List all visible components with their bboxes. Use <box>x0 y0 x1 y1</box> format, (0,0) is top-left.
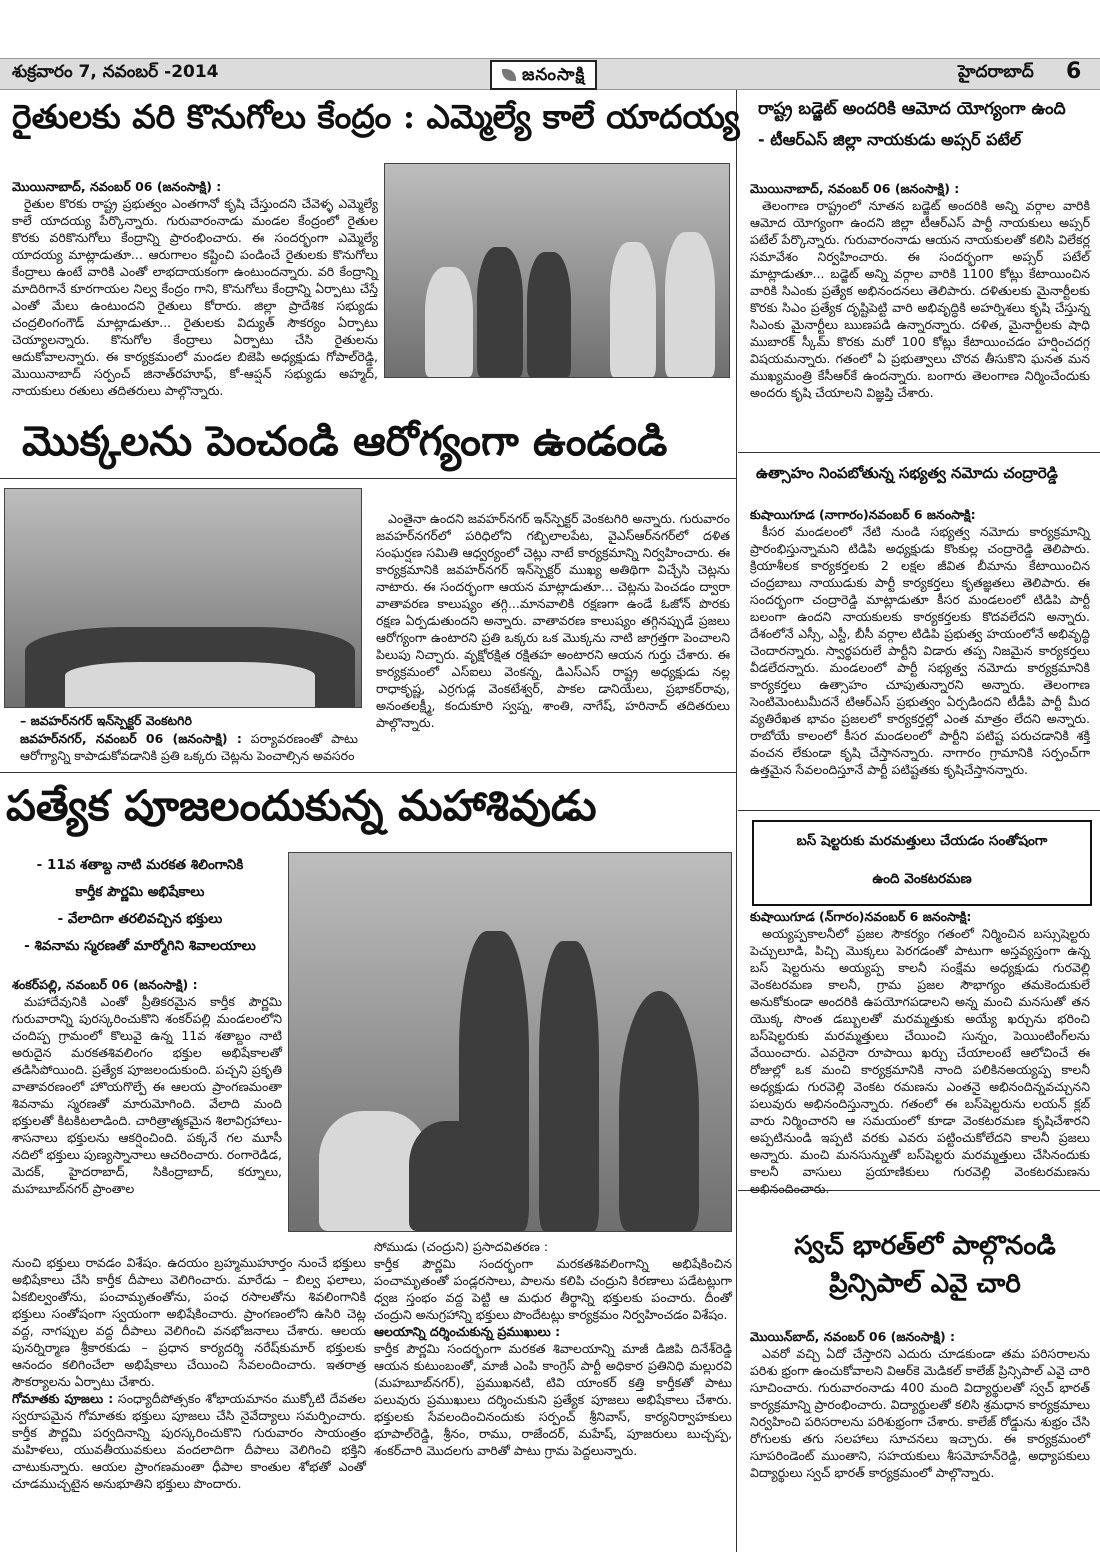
headline-maha-shiva: పత్యేక పూజలందుకున్న మహాశివుడు <box>6 781 597 830</box>
headline-rice-procurement: రైతులకు వరి కొనుగోలు కేంద్రం : ఎమ్మెల్యే కాలే యాదయ్య <box>12 97 740 136</box>
bullet-item: - 11వ శతాబ్ద నాటి మరకత శిలింగానికి <box>36 857 244 873</box>
dateline: కుషాయిగూడ (నాగారం)నవంబర్ 6 జనంసాక్షి: <box>750 507 976 522</box>
issue-date: శుక్రవారం 7, నవంబర్ -2014 <box>12 62 219 82</box>
headline-line: ఉంది వెంకటరమణ <box>872 871 972 887</box>
subheading: సోముడు (చంద్రుని) ప్రసాదవితరణ : <box>374 1239 549 1254</box>
article-text: నుంచి భక్తులు రావడం విశేషం. ఉదయం బ్రహ్మముహూర్తం నుంచే భక్తులు అభిషేకాలు చేసి కార్తీక దీపాలు వెలిగించారు. మారేడు – బిల్వ ఫలాలు, ఏకబిల్వంతోను, పంచామృతంతోను, పంఛ రసాలతోను శివలింగానికి భక్తులు సంతోషంగా స్వయంగా అభిషేకించారు. ప్రాంగణంలోని ఉసిరి చెట్ల వద్ద, నాగప్పుల వద్ద దీపాలు వెలిగించి వనభోజనాలు చేశారు. ఆలయ పునర్నిర్మాణ శ్రీకారకుడు – ప్రధాన కార్యదర్శి నరేష్‌కుమార్ భక్తులకు ఆనందం కలిగించేలా అభిషేకాలు చేయించి సేవలందించారు. ఇతరాత్ర సౌకర్యాలను ఏర్పాటు చేశారు. <box>12 1255 366 1389</box>
article-trees-body <box>376 510 730 768</box>
edition-city: హైదరాబాద్ <box>958 62 1034 82</box>
article-shiva-body-c <box>374 1238 732 1550</box>
headline-membership: ఉత్సాహం నింపబోతున్న సభ్యత్వ నమోదు చంద్రారెడ్డి <box>756 464 1058 482</box>
crowd-figure <box>65 662 315 707</box>
headline-plant-trees: మొక్కలను పెంచండి ఆరోగ్యంగా ఉండండి <box>22 417 668 465</box>
headline-swachh-bharat: స్వచ్ భారత్‌లో పాల్గొనండి <box>794 1231 1056 1261</box>
person-figure <box>665 232 715 377</box>
article-text: ఎంతైనా ఉందని జవహర్‌నగర్ ఇన్‌స్పెక్టర్ వెంకటగిరి అన్నారు. గురువారం జవహర్‌నగర్‌లో పరిధిలోని గబ్బిలాలపేట, వైఎస్‌ఆర్‌నగర్‌లో దళిత సంఘర్షణ సమితి ఆధ్వర్యంలో చెట్లు నాటే కార్యక్రమాన్ని నిర్వహించారు. ఈ కార్యక్రమానికి జవహర్‌నగర్ ఇన్‌స్పెక్టర్ ముఖ్య అతిథిగా విచ్చేసి చెట్లను నాటారు. ఈ సందర్భంగా ఆయన మాట్లాడుతూ... చెట్లను పెంచడం ద్వారా వాతావరణ కాలుష్యం తగ్గి...మానవాలికి రక్షణగా ఉండే ఓజోన్ పొరకు రక్షణ ఏర్పడుతుందని అన్నారు. వాతావరణ కాలుష్యం తగ్గినప్పుడే ప్రజలు ఆరోగ్యంగా ఉంటారని ప్రతి ఒక్కరు ఒక మొక్కను నాటి జాగ్రత్తగా పెంచాలని పిలుపు నిచ్చారు. వృక్షోరక్షిత రక్షితహ అంటారని ఆయన గుర్తు చేశారు. ఈ కార్యక్రమంలో ఎస్‌ఐలు వెంకన్న, డిఎస్‌ఎస్ రాష్ట్ర అధ్యక్షుడు నల్ల రాధాకృష్ణ, ఎర్రగుడ్ల వెంకటేశ్వర్, పాకల డానియేలు, ప్రభాకర్‌రావు, అనంతలక్ష్మీ, కందుకూరి స్వప్న, శాంతి, నాగేష్, హరినాద్ తదితరులు పాల్గొన్నారు. <box>376 511 730 730</box>
photo-procurement-center <box>384 163 730 378</box>
article-budget-body <box>750 180 1090 446</box>
person-figure <box>610 242 656 377</box>
section-divider <box>738 810 1100 811</box>
article-text: కార్తీక పౌర్ణమి సందర్భంగా మరకత శివాలయాన్ని మాజీ డిజిపి దినేశ్‌రెడ్డి ఆయన కుటుంబంతో, మాజీ ఎంపి కాంగ్రెస్ పార్టీ అధికార ప్రతినిధి మల్లురవి (మహబూబ్‌నగర్), ప్రముఖనటి, టివి యాంకర్ కత్తి కార్తీకతో పాటు పలువురు ప్రముఖులు దర్శించుకుని ప్రత్యేక పూజలు అభిషేకాలు చేశారు. భక్తులకు సేవలందించినందుకు సర్పంచ్ శ్రీనివాస్, కార్యనిర్వాహకులు భూపాల్‌రెడ్డి, శ్రీనం, రాము, రాజేందర్, మహేష్, పూజరులు బుచ్చప్ప, శంకర్‌చారి మొదలగు వారితో పాటు గ్రామ పెద్దలున్నారు. <box>374 1341 732 1458</box>
article-text: పర్యావరణంతో పాటు ఆరోగ్యాన్ని కాపాడుకోవడానికి ప్రతి ఒక్కరు చెట్లను పెంచాల్సిన అవసరం <box>20 731 358 763</box>
highlight-bullets <box>2 852 278 960</box>
article-shiva-body-b <box>12 1254 366 1550</box>
person-figure <box>539 941 599 1231</box>
dateline: మొయినాబాద్, నవంబర్ 06 (జనంసాక్షి) : <box>750 181 960 196</box>
headline-swachh-bharat-sub: ప్రిన్సిపాల్ ఎవై చారి <box>829 1269 1021 1299</box>
article-shiva-body-a <box>12 976 282 1254</box>
person-figure <box>409 1121 499 1231</box>
dateline: జవహర్‌నగర్, నవంబర్ 06 (జనంసాక్షి) : <box>20 731 242 746</box>
dateline: మొయిన్‌బాద్, నవంబర్ 06 (జనంసాక్షి) : <box>750 1329 956 1344</box>
flower-garland <box>619 991 699 1231</box>
page-number: 6 <box>1066 59 1082 84</box>
masthead-logo <box>490 60 597 90</box>
section-divider <box>0 478 736 479</box>
article-bus-shelter-body <box>750 908 1090 1196</box>
photo-tree-planting <box>4 488 362 708</box>
person-figure <box>477 247 523 377</box>
bullet-item: - శివనామ స్మరణతో మార్మోగిని శివాలయాలు <box>24 938 256 954</box>
article-text: సంధ్యాదీపోత్సకం శోభాయమానం ముక్కోటి దేవతల స్వరూపమైన గోమాతకు భక్తులు పూజలు చేసి నైవేద్యాలు సమర్పించారు. కార్తీక పౌర్ణమి పర్వదినాన్ని పురస్కరించుకొని గురువారం సాయంత్రం మహిళలు, యువతీయువకులు వందలాదిగా దీపాలు వెలిగించి భక్తిని చాటుకున్నారు. ఆయల ప్రాంగణమంతా ధీపాల కాంతుల శోభతో ఎంతో చూడముచ్చటైన అనుభూతిని భక్తులు పొందారు. <box>12 1391 366 1491</box>
article-text: రైతుల కొరకు రాష్ట్ర ప్రభుత్వం ఎంతగానో కృషి చేస్తుందని చేవెళ్ళ ఎమ్మెల్యే కాలే యాదయ్య పేర్కొన్నారు. గురువారంనాడు మండల కేంద్రంలో రైతుల కొరకు వరికొనుగోలు కేంద్రాన్ని ప్రారంభించారు. ఈ సందర్భంగా ఎమ్మెల్యే యాదయ్య మాట్లాడుతూ... ఆరుగాలం కష్టించి పండించే రైతులకు కొనుగోలు కేంద్రాలు ఉంటే వారికి ఎంతో లాభదాయకంగా ఉంటుందన్నారు. వరి కేంద్రాన్ని మాదిరిగానే కూరగాయల నిల్వ కేంద్రం గాని, కొనుగోలు కేంద్రాన్ని ఏర్పాటు చేస్తే ఎంతో మేలు ఉంటుందని రైతులు కోరారు. జిల్లా ప్రాదేశిక సభ్యుడు చంద్రలింగంగౌడ్ మాట్లాడుతూ... రైతులకు విద్యుత్ సౌకర్యం ఏర్పాటు చెయ్యాలన్నారు. కొనుగోల కేంద్రాలు ఏర్పాటు చేసి రైతులను ఆదుకోవాలన్నారు. ఈ కార్యక్రమంలో మండల బిజెపి అధ్యక్షుడు గోపాల్‌రెడ్డి, మొయినాబాద్ సర్పంచ్ జినాత్‌రహూఫ్, కో-ఆప్షన్ సభ్యుడు అహ్మద్, నాయకులు రతులు తదితరులు పాల్గొన్నారు. <box>12 196 378 398</box>
photo-caption: – జవహర్‌నగర్ ఇన్‌స్పెక్టర్ వెంకటగిరి <box>20 713 192 728</box>
headline-budget: రాష్ట్ర బడ్జెట్ అందరికి ఆమోద యోగ్యంగా ఉంది <box>758 99 1066 119</box>
leaf-icon <box>502 69 516 81</box>
article-trees-lead <box>20 730 358 770</box>
bullet-item: కార్తీక పౌర్ణమి అభిషేకాలు <box>75 884 205 900</box>
section-divider <box>738 452 1100 453</box>
column-divider <box>736 90 737 1552</box>
person-figure <box>527 252 571 377</box>
section-divider <box>0 772 736 773</box>
subheading: ఆలయాన్ని దర్శించుకున్న ప్రముఖులు : <box>374 1324 561 1339</box>
subheading: గోమాతకు పూజలు : <box>12 1391 114 1406</box>
article-text: తెలంగాణ రాష్ట్రంలో నూతన బడ్జెట్ అందరికి అన్ని వర్గాల వారికి ఆమోద యోగ్యంగా ఉందని జిల్లా టీఆర్‌ఎస్ పార్టీ నాయకులు అప్సర్ పటేల్ పేర్కొన్నారు. గురువారంనాడు ఆయన నాయకులతో కలిసి విలేకర్ల సమావేశం నిర్వహించారు. ఈ సందర్భంగా అప్సర్ పటేల్ మాట్లాడుతూ... బడ్జెట్ అన్ని వర్గాల వారికి 1100 కోట్లు కేటాయించిన వారికి సిఎంకు ప్రత్యేక అభినందనలు తెలిపారు. దళితులకు మైనార్టీలకు కొరకు సిఎం ప్రత్యేక దృష్టిపెట్టి వారి అభివృద్ధికి అహర్నిశలు కృషి చేస్తున్న సిఎంకు మైనార్టీలు ఋణపడి ఉన్నారన్నారు. దళిత, మైనార్టీలకు షాధి ముబారక్ స్కీమ్ కొరకు మరో 100 కోట్లు కేటాయించడం హర్షించదగ్గ విషయమన్నారు. గతంలో ఏ ప్రభుత్వాలు చొరవ తీసుకొని ఘనత మన ముఖ్యమంత్రి కేసీఆర్‌కే ఉందన్నారు. బంగారు తెలంగాణ నిర్మించేందుకు అందరు కృషి చేయాలని విజ్ఞప్తి చేశారు. <box>750 198 1090 400</box>
dateline: మొయినాబాద్, నవంబర్ 06 (జనంసాక్షి) : <box>12 179 222 194</box>
article-text: కార్తీక పౌర్ణమి సందర్భంగా మరకతశివలింగాన్ని అభిషేకించిన పంచామృతంతో పండ్లరసాలు, పాలను కలిపి చంద్రుని కిరణాలు పడేటట్లుగా ధ్వజ స్తంభం వద్ద పెట్టి ఆ మధుర తీర్థాన్ని భక్తులకు పంచారు. దీంతో చంద్రుని అనుగ్రహాన్ని భక్తులు పొందేటట్లు కార్యక్రమం నిర్వహించడం విశేషం. <box>374 1256 732 1322</box>
boxed-headline-bus-shelter <box>752 820 1092 906</box>
dateline: కుషాయిగూడ (న్‌గారం)నవంబర్ 6 జనంసాక్షి: <box>750 909 972 924</box>
article-swachh-body <box>750 1328 1090 1550</box>
photo-shiva-puja <box>288 852 732 1232</box>
bullet-item: - వేలాదిగా తరలివచ్చిన భక్తులు <box>57 911 223 927</box>
article-rice-body <box>12 178 378 398</box>
person-figure <box>425 267 473 377</box>
article-text: ఎవరో వచ్చి ఏదో చేస్తారని ఎదురు చూడకుండా తమ పరిసరాలను పరిశు భ్రంగా ఉంచుకోవాలని విఆర్‌కె మెడికల్ కాలేజ్ ప్రిన్సిపాల్ ఎవై చారి సూచించారు. గురువారంనాడు 400 మంది విద్యార్థులతో స్వచ్ భారత్ కార్యక్రమాన్ని ప్రారంభించారు. విద్యార్థులతో కలిసి శ్రమధాన కార్యక్రమాలు నిర్వహించి పరిసరాలను పరిశుభ్రంగా చేశారు. కాలేజ్ రోడ్డును శుభ్రం చేసి రోగులకు తగు సలహాలు సూచనలు ఇచ్చారు. ఈ కార్యక్రమంలో సూపరిండెంట్ ముంతాని, సహయకులు శీసమోహన్‌రెడ్డి, అధ్యాపకులు విద్యార్థులు స్వచ్ భారత్ కార్యక్రమంలో పాల్గొన్నారు. <box>750 1346 1090 1480</box>
article-text: మహాదేవునికి ఎంతో ప్రీతికరమైన కార్తీక పౌర్ణమి గురువారాన్ని పురస్కరించుకొని శంకర్‌పల్లి మండలంలోని చందిప్ప గ్రామంలో కొలువై ఉన్న 11వ శతాబ్దం నాటి అరుదైన మరకతశివలింగం భక్తుల అభిషేకాలతో తడిసిపోయింది. ప్రత్యేక పూజలందుకుంది. పచ్చని ప్రకృతి వాతావరణంలో హొయగొల్పే ఈ ఆలయ ప్రాంగణమంతా శివనామ స్మరణతో మారుమోగింది. వేలాది మంది భక్తులతో కిటకిటలాడింది. చారిత్రాత్మకమైన శిలావిగ్రహాలు-శాసనాలు భక్తులను ఆకర్షించింది. పక్కనే గల మూసీ నదిలో భక్తులు పుణ్యస్నానాలు ఆచరించారు. రంగారెడిడ, మెదక్, హైదరాబాద్, సికింద్రాబాద్, కర్నూలు, మహబూబ్‌నగర్ ప్రాంతాల <box>12 994 282 1196</box>
page-header <box>0 58 1100 90</box>
headline-budget-sub: - టీఆర్‌ఎస్ జిల్లా నాయకుడు అప్సర్ పటేల్ <box>758 130 1022 149</box>
article-text: అయ్యప్పకాలనీలో ప్రజల సౌకర్యం గతంలో నిర్మించిన బస్సుషెల్టరు పెచ్చులూడి, పిచ్చి మొక్కలు పెరగడంతో పాటుగా అస్తవ్యస్తంగా ఉన్న బస్ షెల్టరును అయ్యప్ప కాలనీ సంక్షేమ అధ్యక్షుడు గురవెల్లి వెంకటరమణ కాలనీ, గ్రామ ప్రజల సౌభాగ్యం తమకెందుకులే అనుకోకుండా అందరికి ఉపయోగపడాలని అన్న మంచి మనసుతో తన యొక్క సొంత డబ్బులతో మరమ్మత్తుకు అయ్యే ఖర్చును భరించి బస్‌షెల్టరుకు మరమ్మత్తులు చేయించి సున్నం, పెయింటింగ్‌లను వేయించారు. ఎవరైనా రూపాయి ఖర్చు చేయాలంటే ఆలోచించే ఈ రోజుల్లో ఒక మంచి కార్యక్రమానికి నాంది పలికినఅయ్యప్ప కాలనీ అధ్యక్షుడు గురవెల్లి వెంకట రమణను ఎంతనై అభినందిన్నవచ్చునని పలువురు అభినందిస్తున్నారు. గతంలో ఈ బస్‌షెల్టరును లయన్ క్లబ్ వారు నిర్మించారని ఆ సమయంలో కూడా వెంకటరమణ కృషిచేశారని అప్పటినుండి ఇప్పటి వరకు ఎవరు పట్టించుకోలేదని కాలనీ ప్రజలు అన్నారు. మంచి మనసున్నుతో బస్‌షెల్టరు మరమ్మత్తులు చేసినందుకు కాలనీ వాసులు ప్రయాణికులు గురవెల్లి వెంకటరమణను అభినందించారు. <box>750 926 1090 1196</box>
article-text: కీసర మండలంలో నేటి నుండి సభ్యత్వ నమోదు కార్యక్రమాన్ని ప్రారంభిస్తున్నామని టిడిపి అధ్యక్షుడు కొంకుల్ల చంద్రారెడ్డి తెలిపారు. క్రియాశీలక కార్యకర్తలకు 2 లక్షల జీవిత బీమాను కేటాయించిన చంద్రబాబు నాయుడుకు పార్టీ కార్యకర్తలు కృతజ్ఞతలు తెలిపారు. ఈ సందర్భంగా చంద్రారెడ్డి మాట్లాడుతూ కీసర మండలంలో టిడిపి పార్టీ బలంగా ఉందని నాయకులకు కార్యకర్తలకు కొదవలేదని అన్నారు. దేశంలోనే ఎస్సీ, ఎస్టీ, బీసీ వర్గాల టిడిపి ప్రభుత్వ హయంలోనే అభివృద్ధి చెందారన్నారు. స్వార్థపరులే పార్టీని విడారు తప్ప నిజమైన కార్యకర్తలు వీడలేదన్నారు. మండలంలో పార్టీ సభ్యత్వ నమోదు కార్యక్రమానికి కార్యకర్తలు ఉత్సాహం చూపుతున్నారని అన్నారు. తెలంగాణ సెంటిమెంటుమీదనే టిఆర్‌ఎస్ ప్రభుత్వం ఏర్పడిందని టీడీపి పార్టీ మీద వ్యతిరేఖత భావం ప్రజలలో కార్యకర్తల్లో ఎంత మాత్రం లేదని అన్నారు. రాబోయే కాలంలో కీసర మండలంలో పార్టీని పటిష్ట పరుచడానికి శక్తి వంచన లేకుండా కృషి చేస్తానన్నారు. నాగారం గ్రామానికి సర్పంచ్‌గా ఉత్తమైన సేవలందిస్తూనే పార్టీ పటిష్టతకు కృషిచేస్తానన్నారు. <box>750 524 1090 777</box>
dateline: శంకర్‌పల్లి, నవంబర్ 06 (జనంసాక్షి) : <box>12 977 198 992</box>
headline-line: బస్ షెల్టరుకు మరమత్తులు చేయడం సంతోషంగా <box>796 833 1048 849</box>
article-membership-body <box>750 506 1090 806</box>
logo-text: జనంసాక్షి <box>522 65 586 85</box>
